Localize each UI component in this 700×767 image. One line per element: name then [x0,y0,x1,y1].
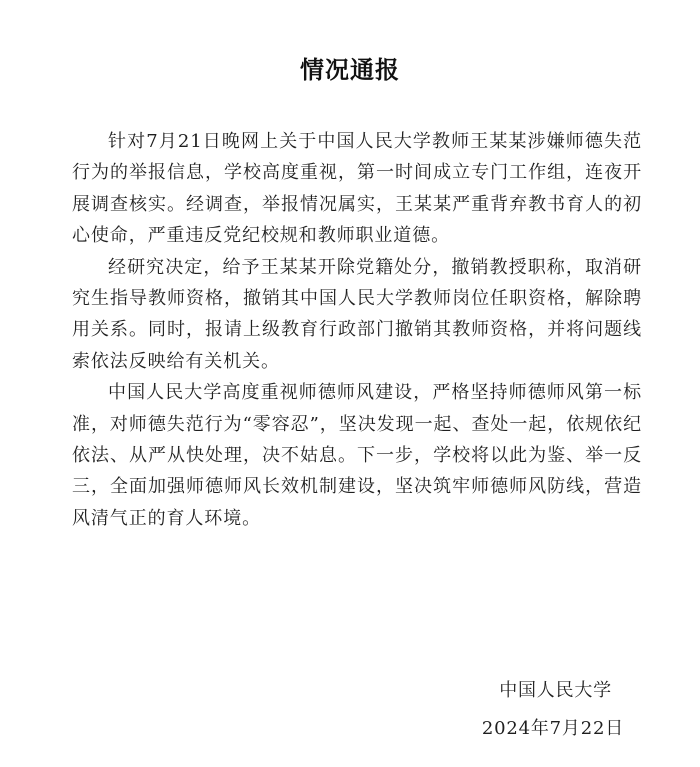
notice-body [72,126,642,534]
signature-date: 2024年7月22日 [481,718,624,739]
paragraph-decision: 经研究决定，给予王某某开除党籍处分，撤销教授职称，取消研究生指导教师资格，撤销其中国人民大学教师岗位任职资格，解除聘用关系。同时，报请上级教育行政部门撤销其教师资格，并将问题线索依法反映给有关机关。 [72,256,642,372]
signature-organization: 中国人民大学 [499,680,612,701]
paragraph-investigation: 针对7月21日晚网上关于中国人民大学教师王某某涉嫌师德失范行为的举报信息，学校高度重视，第一时间成立专门工作组，连夜开展调查核实。经调查，举报情况属实，王某某严重背弃教书育人的初心使命，严重违反党纪校规和教师职业道德。 [72,131,642,247]
paragraph-commitment: 中国人民大学高度重视师德师风建设，严格坚持师德师风第一标准，对师德失范行为“零容忍”，坚决发现一起、查处一起，依规依纪依法、从严从快处理，决不姑息。下一步，学校将以此为鉴、举一反三，全面加强师德师风长效机制建设，坚决筑牢师德师风防线，营造风清气正的育人环境。 [72,382,642,529]
signature-block [482,672,624,748]
notice-title: 情况通报 [300,55,400,84]
